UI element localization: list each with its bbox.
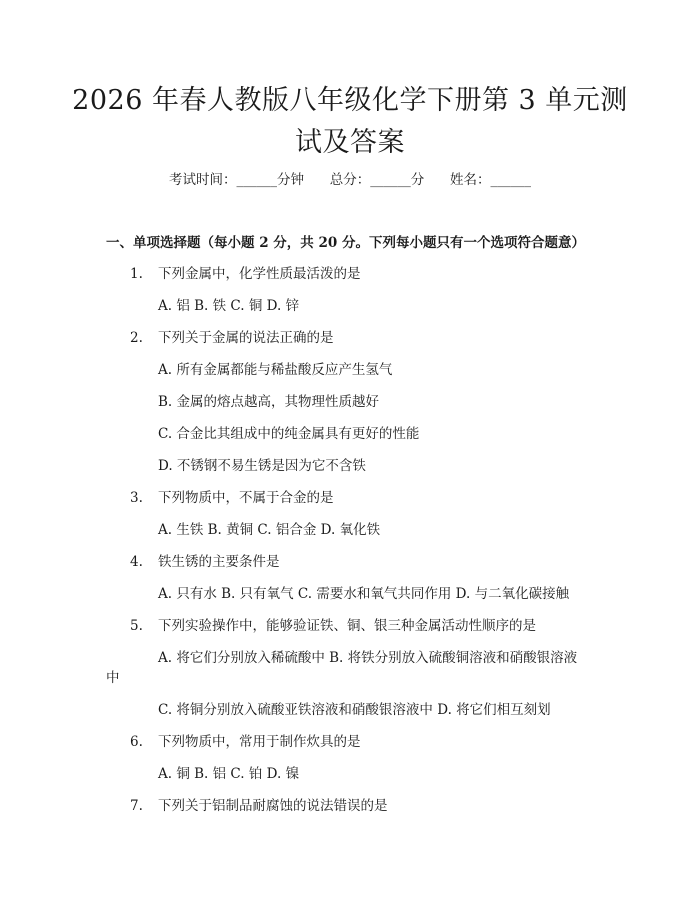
title-line-2: 试及答案 — [295, 127, 405, 158]
options-q4: A. 只有水 B. 只有氧气 C. 需要水和氧气共同作用 D. 与二氧化碳接触 — [158, 586, 570, 602]
question-text: 下列物质中，不属于合金的是 — [158, 490, 334, 506]
options-q5-ab-wrap: 中 — [106, 670, 120, 686]
title-line-1: 2026 年春人教版八年级化学下册第 3 单元测 — [72, 85, 628, 116]
question-number: 7. — [130, 798, 143, 814]
question-text: 下列物质中，常用于制作炊具的是 — [158, 734, 361, 750]
option-q2-b: B. 金属的熔点越高，其物理性质越好 — [158, 394, 380, 410]
question-6 — [130, 730, 361, 750]
question-text: 下列金属中，化学性质最活泼的是 — [158, 266, 361, 282]
question-4 — [130, 550, 280, 570]
question-text: 下列实验操作中，能够验证铁、铜、银三种金属活动性顺序的是 — [158, 618, 536, 634]
question-5 — [130, 614, 536, 634]
option-q2-d: D. 不锈钢不易生锈是因为它不含铁 — [158, 458, 366, 474]
option-q2-c: C. 合金比其组成中的纯金属具有更好的性能 — [158, 426, 420, 442]
options-q5-cd: C. 将铜分别放入硫酸亚铁溶液和硝酸银溶液中 D. 将它们相互刻划 — [158, 702, 551, 718]
question-number: 4. — [130, 554, 143, 570]
question-7 — [130, 794, 388, 814]
question-3 — [130, 486, 334, 506]
question-number: 2. — [130, 330, 143, 346]
question-2 — [130, 326, 334, 346]
document-title — [40, 80, 660, 164]
question-text: 下列关于金属的说法正确的是 — [158, 330, 334, 346]
question-number: 6. — [130, 734, 143, 750]
exam-info-line: 考试时间：______分钟 总分：______分 姓名：______ — [169, 172, 531, 188]
options-q1: A. 铝 B. 铁 C. 铜 D. 锌 — [158, 298, 300, 314]
option-q2-a: A. 所有金属都能与稀盐酸反应产生氢气 — [158, 362, 393, 378]
question-1 — [130, 262, 361, 282]
question-number: 5. — [130, 618, 143, 634]
options-q3: A. 生铁 B. 黄铜 C. 铝合金 D. 氧化铁 — [158, 522, 381, 538]
question-text: 下列关于铝制品耐腐蚀的说法错误的是 — [158, 798, 388, 814]
options-q6: A. 铜 B. 铝 C. 铂 D. 镍 — [158, 766, 300, 782]
question-text: 铁生锈的主要条件是 — [158, 554, 280, 570]
section-heading: 一、单项选择题（每小题 2 分，共 20 分。下列每小题只有一个选项符合题意） — [106, 235, 585, 251]
options-q5-ab: A. 将它们分别放入稀硫酸中 B. 将铁分别放入硫酸铜溶液和硝酸银溶液 — [158, 650, 578, 666]
question-number: 3. — [130, 490, 143, 506]
question-number: 1. — [130, 266, 143, 282]
